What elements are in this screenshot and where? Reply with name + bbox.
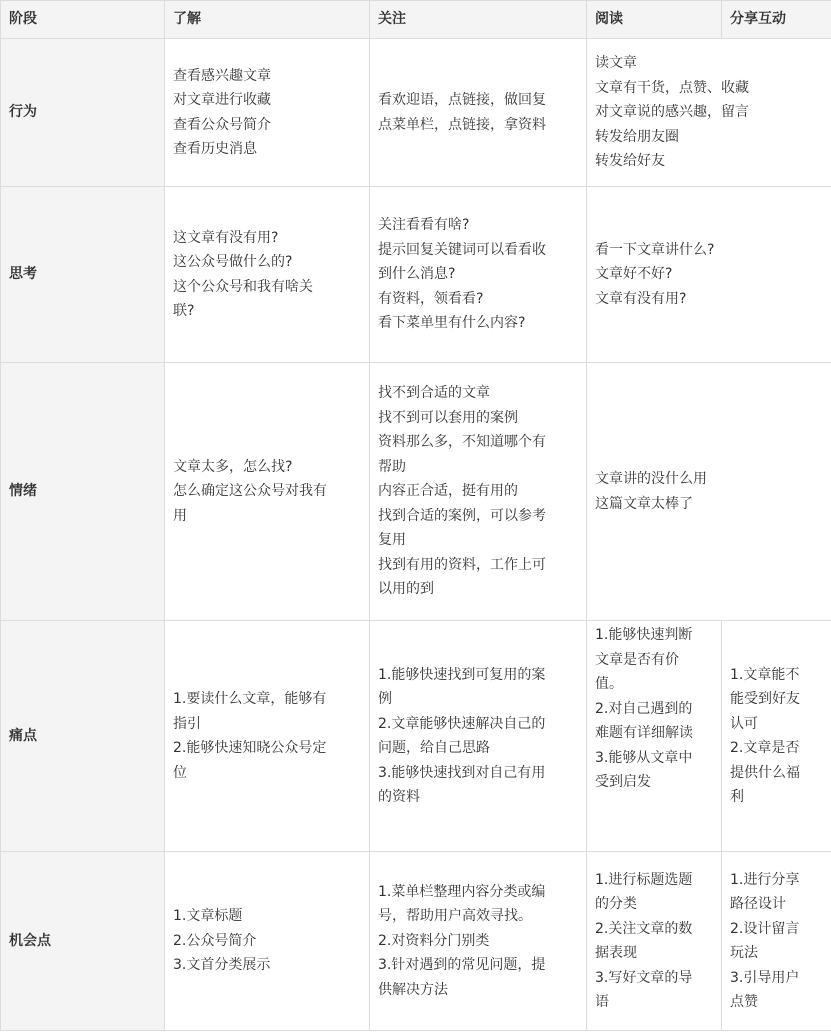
cell-read-share <box>587 39 831 187</box>
cell-read <box>587 852 722 1031</box>
cell-text: 查看感兴趣文章 对文章进行收藏 查看公众号简介 查看历史消息 <box>173 67 271 157</box>
cell-follow <box>370 852 587 1031</box>
row-stage-label: 思考 <box>1 187 165 363</box>
cell-text: 1.进行分享 路径设计 2.设计留言 玩法 3.引导用户 点赞 <box>730 871 800 1010</box>
cell-text: 关注看看有啥? 提示回复关键词可以看看收 到什么消息? 有资料，领看看? 看下菜单里有什么内容? <box>378 217 546 332</box>
cell-understand <box>165 363 370 621</box>
cell-text: 看一下文章讲什么? 文章好不好? 文章有没有用? <box>595 241 715 307</box>
cell-share <box>722 852 831 1031</box>
cell-follow <box>370 39 587 187</box>
header-read: 阅读 <box>587 1 722 39</box>
cell-text: 1.进行标题选题 的分类 2.关注文章的数 据表现 3.写好文章的导 语 <box>595 871 693 1010</box>
cell-understand <box>165 39 370 187</box>
cell-follow <box>370 187 587 363</box>
cell-text: 找不到合适的文章 找不到可以套用的案例 资料那么多，不知道哪个有 帮助 内容正合适，挺有用的 找到合适的案例，可以参考 复用 找到有用的资料，工作上可 以用的到 <box>378 385 546 598</box>
row-stage-label: 痛点 <box>1 621 165 852</box>
table-row <box>1 621 831 852</box>
table-row <box>1 39 831 187</box>
cell-share <box>722 621 831 852</box>
table-row <box>1 852 831 1031</box>
cell-understand <box>165 621 370 852</box>
cell-follow <box>370 363 587 621</box>
cell-text: 看欢迎语，点链接，做回复 点菜单栏，点链接，拿资料 <box>378 92 546 133</box>
cell-text: 1.文章标题 2.公众号简介 3.文首分类展示 <box>173 908 271 974</box>
cell-text: 读文章 文章有干货，点赞、收藏 对文章说的感兴趣，留言 转发给朋友圈 转发给好友 <box>595 55 749 170</box>
cell-text: 1.要读什么文章，能够有 指引 2.能够快速知晓公众号定 位 <box>173 691 327 781</box>
header-stage: 阶段 <box>1 1 165 39</box>
row-stage-label: 机会点 <box>1 852 165 1031</box>
row-stage-label: 情绪 <box>1 363 165 621</box>
cell-follow <box>370 621 587 852</box>
cell-text: 1.能够快速判断 文章是否有价 值。 2.对自己遇到的 难题有详细解读 3.能够从文章中 受到启发 <box>595 627 693 790</box>
cell-text: 文章讲的没什么用 这篇文章太棒了 <box>595 471 707 512</box>
cell-text: 这文章有没有用? 这公众号做什么的? 这个公众号和我有啥关 联? <box>173 229 313 319</box>
header-follow: 关注 <box>370 1 587 39</box>
cell-understand <box>165 852 370 1031</box>
row-stage-label: 行为 <box>1 39 165 187</box>
table-row <box>1 187 831 363</box>
cell-text: 1.文章能不 能受到好友 认可 2.文章是否 提供什么福 利 <box>730 666 800 805</box>
table-row <box>1 363 831 621</box>
cell-text: 1.菜单栏整理内容分类或编 号，帮助用户高效寻找。 2.对资料分门别类 3.针对遇到的常见问题，提 供解决方法 <box>378 883 546 998</box>
header-understand: 了解 <box>165 1 370 39</box>
cell-read-share <box>587 363 831 621</box>
header-share: 分享互动 <box>722 1 831 39</box>
cell-understand <box>165 187 370 363</box>
cell-text: 1.能够快速找到可复用的案 例 2.文章能够快速解决自己的 问题，给自己思路 3.能够快速找到对自己有用 的资料 <box>378 666 546 805</box>
cell-text: 文章太多，怎么找? 怎么确定这公众号对我有 用 <box>173 458 327 524</box>
cell-read <box>587 621 722 852</box>
header-row <box>1 1 831 39</box>
cell-read-share <box>587 187 831 363</box>
